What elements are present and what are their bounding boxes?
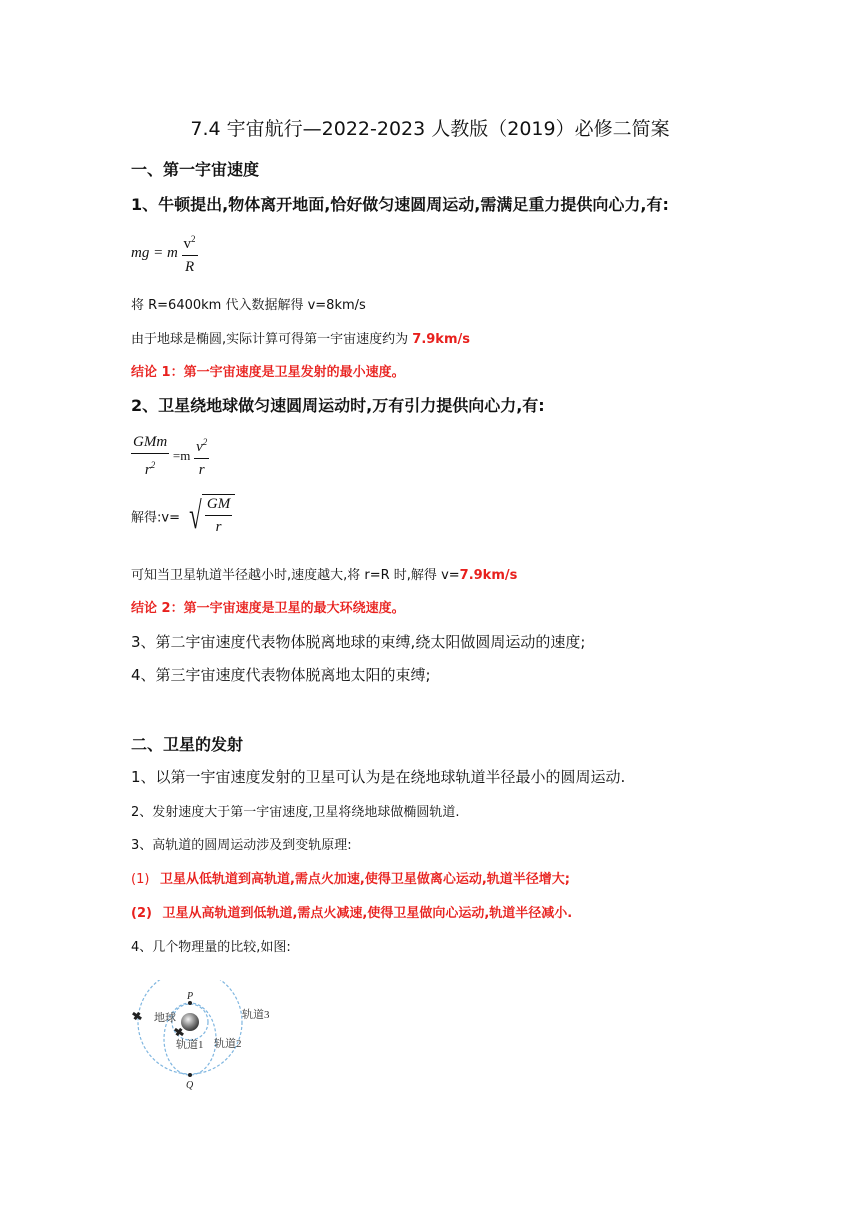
sub1-number: (1) xyxy=(131,872,150,887)
formula1-num: v xyxy=(183,236,192,252)
formula2-num-right: v xyxy=(196,439,203,455)
radius-line-value: 7.9km/s xyxy=(459,568,518,583)
conclusion-1: 结论 1：第一宇宙速度是卫星发射的最小速度。 xyxy=(131,365,405,380)
sub2-number: (2) xyxy=(131,906,152,921)
formula3-den: r xyxy=(215,519,222,535)
sqrt-symbol: √ xyxy=(189,495,202,537)
label-q: Q xyxy=(186,1080,194,1091)
formula2-num-left: GMm xyxy=(131,433,169,454)
radius-line xyxy=(131,564,517,583)
section1-heading: 一、第一宇宙速度 xyxy=(131,160,260,179)
earth-icon xyxy=(181,1013,199,1031)
sub2-text: 卫星从高轨道到低轨道,需点火减速,使得卫星做向心运动,轨道半径减小. xyxy=(162,906,573,921)
section1-item2: 2、卫星绕地球做匀速圆周运动时,万有引力提供向心力,有: xyxy=(131,396,545,415)
radius-line-prefix: 可知当卫星轨道半径越小时,速度越大,将 r=R 时,解得 v= xyxy=(131,568,460,583)
section1-item1: 1、牛顿提出,物体离开地面,恰好做匀速圆周运动,需满足重力提供向心力,有: xyxy=(131,195,669,214)
formula2-den-left: r xyxy=(144,462,151,478)
substitute-line: 将 R=6400km 代入数据解得 v=8km/s xyxy=(131,298,366,313)
formula-gravity-centripetal xyxy=(131,230,198,277)
section1-item3: 3、第二宇宙速度代表物体脱离地球的束缚,绕太阳做圆周运动的速度; xyxy=(131,633,586,651)
section1-item4: 4、第三宇宙速度代表物体脱离地太阳的束缚; xyxy=(131,666,431,684)
section2-sub1 xyxy=(131,868,570,887)
section2-sub2 xyxy=(131,902,572,921)
point-q-dot xyxy=(188,1073,192,1077)
page-title: 7.4 宇宙航行—2022-2023 人教版（2019）必修二简案 xyxy=(190,118,670,140)
sub1-text: 卫星从低轨道到高轨道,需点火加速,使得卫星做离心运动,轨道半径增大; xyxy=(159,872,570,887)
satellite-icon xyxy=(131,1010,144,1022)
formula2-num-right-sup: 2 xyxy=(202,437,208,447)
formula-gravitation xyxy=(131,433,209,480)
formula2-right-fraction xyxy=(194,433,209,480)
formula2-den-sup: 2 xyxy=(150,460,156,470)
formula2-mid: =m xyxy=(172,447,191,463)
formula3-prefix: 解得:v= xyxy=(131,510,180,526)
ellipse-line-value: 7.9km/s xyxy=(412,332,470,347)
section2-heading: 二、卫星的发射 xyxy=(131,735,244,754)
label-orbit2: 轨道2 xyxy=(214,1038,242,1050)
formula-velocity xyxy=(131,494,235,538)
orbit-diagram xyxy=(128,980,288,1092)
formula1-sup: 2 xyxy=(191,234,196,244)
formula3-num: GM xyxy=(205,495,232,516)
formula3-sqrt xyxy=(185,494,235,538)
section2-item4: 4、几个物理量的比较,如图: xyxy=(131,940,291,955)
formula1-fraction xyxy=(182,230,198,277)
label-earth: 地球 xyxy=(154,1012,176,1024)
conclusion-2: 结论 2：第一宇宙速度是卫星的最大环绕速度。 xyxy=(131,601,405,616)
section2-item1: 1、以第一宇宙速度发射的卫星可认为是在绕地球轨道半径最小的圆周运动. xyxy=(131,768,626,786)
formula1-lhs: mg = m xyxy=(131,244,178,261)
formula2-left-fraction xyxy=(131,433,169,480)
label-p: P xyxy=(187,991,194,1002)
formula1-den: R xyxy=(184,259,195,275)
formula2-den-right: r xyxy=(198,462,205,478)
label-orbit3: 轨道3 xyxy=(242,1009,270,1021)
section2-item2: 2、发射速度大于第一宇宙速度,卫星将绕地球做椭圆轨道. xyxy=(131,805,460,820)
section2-item3: 3、高轨道的圆周运动涉及到变轨原理: xyxy=(131,838,352,853)
formula3-fraction xyxy=(205,495,232,537)
label-orbit1: 轨道1 xyxy=(176,1039,204,1051)
ellipse-line-prefix: 由于地球是椭圆,实际计算可得第一宇宙速度约为 xyxy=(131,332,409,347)
ellipse-line xyxy=(131,328,470,347)
